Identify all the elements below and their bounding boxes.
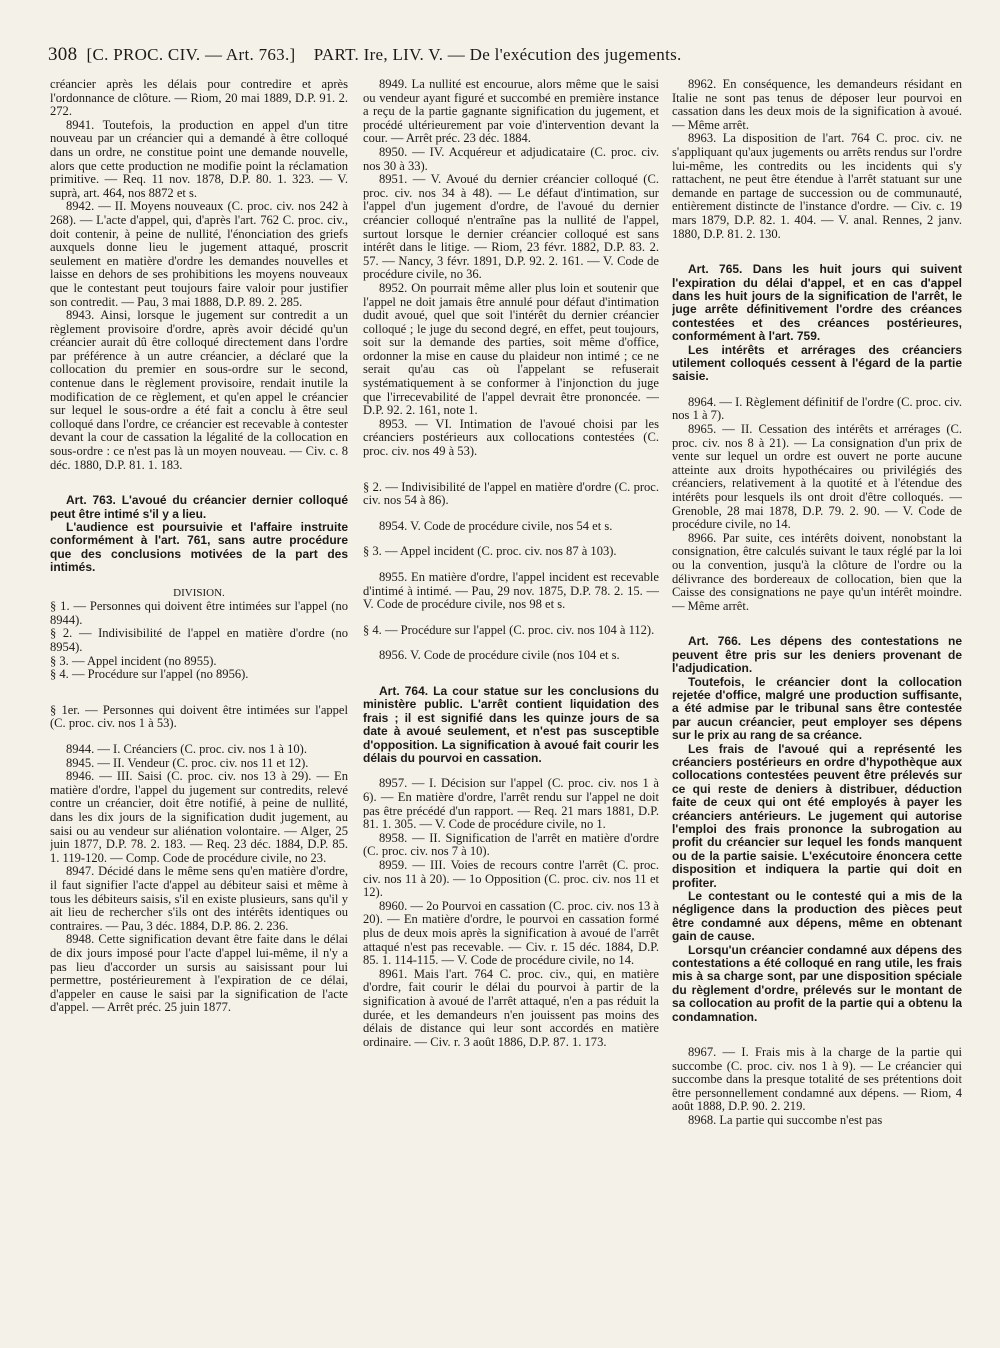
paragraph-8953: 8953. — VI. Intimation de l'avoué choisi par les créanciers postérieurs aux collocations contestées (C. proc. civ. nos 49 à 53).	[363, 416, 659, 459]
paragraph-8949: 8949. La nullité est encourue, alors même que le saisi ou vendeur ayant figuré et succombé en première instance a reçu de la partie gagnante signification du jugement, et procédé ultérieurement par voie d'intervention devant la cour. — Arrêt préc. 23 déc. 1884.	[363, 78, 659, 146]
paragraph-8966: 8966. Par suite, ces intérêts doivent, nonobstant la consignation, être calculés suivant le taux réglé par la loi ou la convention, jusqu'à la clôture de l'ordre ou la délivrance des bordereaux de collocation, bien que la Caisse des consignations ne paye qu'un intérêt moindre. — Même arrêt.	[672, 530, 962, 613]
paragraph-8945: 8945. — II. Vendeur (C. proc. civ. nos 11 et 12).	[66, 755, 309, 770]
paragraph-8947: 8947. Décidé dans le même sens qu'en matière d'ordre, il faut signifier l'acte d'appel au débiteur saisi et même à tous les débiteurs saisis, s'il en existe plusieurs, sans qu'il y ait lieu de rechercher s'ils ont des intérêts identiques ou contraires. — Pau, 3 déc. 1884, D.P. 86. 2. 236.	[50, 864, 348, 933]
page-number: 308	[48, 44, 78, 65]
paragraph-8965: 8965. — II. Cessation des intérêts et arrérages (C. proc. civ. nos 8 à 21). — La consignation d'un prix de vente sur lequel un ordre est ouvert ne porte aucune atteinte aux droits hypothécaires ou privilégiés des créanciers, relativement à la quotité et à l'étendue des intérêts pour lesquels ils ont droit d'être colloqués. — Grenoble, 28 mai 1878, D.P. 79. 2. 90. — V. Code de procédure civile, no 14.	[672, 421, 962, 532]
paragraph-8941: 8941. Toutefois, la production en appel d'un titre nouveau par un créancier qui a demandé à être colloqué dans un ordre, ne constitue point une demande nouvelle, alors que cette production ne modifie point la réclamation primitive. — Req. 11 nov. 1878, D.P. 80. 1. 323. — V. suprà, art. 464, nos 8872 et s.	[50, 117, 348, 200]
paragraph-8942: 8942. — II. Moyens nouveaux (C. proc. civ. nos 242 à 268). — L'acte d'appel, qui, d'après l'art. 762 C. proc. civ., doit contenir, à peine de nullité, l'énonciation des griefs auxquels donne lieu le jugement attaqué, proscrit seulement en matière d'ordre les demandes nouvelles et laisse en dehors de ses prohibitions les moyens nouveaux que le contestant peut toujours faire valoir pour justifier son contredit. — Pau, 3 mai 1888, D.P. 89. 2. 285.	[50, 199, 348, 309]
paragraph: créancier après les délais pour contredire et après l'ordonnance de clôture. — Riom, 20 mai 1889, D.P. 91. 2. 272.	[50, 78, 348, 119]
section-3-heading: § 3. — Appel incident (C. proc. civ. nos 87 à 103).	[363, 544, 617, 559]
paragraph-8964: 8964. — I. Règlement définitif de l'ordre (C. proc. civ. nos 1 à 7).	[672, 394, 962, 423]
paragraph-8956: 8956. V. Code de procédure civile (nos 104 et s.	[379, 648, 620, 663]
article-763-text: L'audience est poursuivie et l'affaire instruite conformément à l'art. 761, sans autre procédure que des conclusions motivées de la part des intimés.	[50, 520, 348, 575]
division-item-4: § 4. — Procédure sur l'appel (no 8956).	[50, 667, 249, 682]
paragraph-8963: 8963. La disposition de l'art. 764 C. proc. civ. ne s'appliquant qu'aux jugements ou arrêts rendus sur l'ordre lui-même, les contredits ou les incidents qui s'y rattachent, ne peut être étendue à l'arrêt statuant sur une demande en partage de succession ou de communauté, entièrement distincte de l'instance d'ordre. — Civ. c. 19 mars 1879, D.P. 82. 1. 404. — V. anal. Rennes, 2 janv. 1880, D.P. 81. 2. 130.	[672, 131, 962, 241]
column-middle	[363, 78, 659, 1334]
paragraph-8951: 8951. — V. Avoué du dernier créancier colloqué (C. proc. civ. nos 34 à 48). — Le défaut d'intimation, sur l'appel d'un jugement d'ordre, de l'avoué du dernier créancier colloqué n'entraîne pas la nullité de l'appel, surtout lorsque le dernier créancier colloqué est sans intérêt dans le litige. — Riom, 23 févr. 1882, D.P. 83. 2. 57. — Nancy, 3 févr. 1891, D.P. 92. 2. 161. — V. Code de procédure civile, no 36.	[363, 172, 659, 282]
paragraph-8948: 8948. Cette signification devant être faite dans le délai de dix jours imposé pour l'acte d'appel lui-même, il n'y a pas lieu d'accorder un sursis au saisissant pour lui permettre, postérieurement à l'expiration de ce délai, d'appeler en cause le saisi par la signification de l'acte d'appel. — Arrêt préc. 25 juin 1877.	[50, 932, 348, 1015]
article-765-text-2: Les intérêts et arrérages des créanciers utilement colloqués cessent à l'égard de la partie saisie.	[672, 342, 962, 384]
header-right: PART. Ire, LIV. V. — De l'exécution des jugements.	[313, 45, 682, 64]
paragraph-8968: 8968. La partie qui succombe n'est pas	[688, 1113, 883, 1128]
section-2-heading: § 2. — Indivisibilité de l'appel en matière d'ordre (C. proc. civ. nos 54 à 86).	[363, 479, 659, 508]
section-1-heading: § 1er. — Personnes qui doivent être intimées sur l'appel (C. proc. civ. nos 1 à 53).	[50, 702, 348, 731]
article-764-text: Art. 764. La cour statue sur les conclusions du ministère public. L'arrêt contient liquidation des frais ; il est signifié dans les quinze jours de sa date à avoué seulement, et n'est pas susceptible d'opposition. La signification à avoué fait courir les délais du pourvoi en cassation.	[363, 683, 659, 765]
column-right	[672, 78, 962, 1334]
section-4-heading: § 4. — Procédure sur l'appel (C. proc. civ. nos 104 à 112).	[363, 622, 655, 637]
division-heading: DIVISION.	[173, 586, 225, 599]
column-left	[50, 78, 348, 1334]
article-766-text-4: Le contestant ou le contesté qui a mis de la négligence dans la production des pièces peut être condamné aux dépens, même en obtenant gain de cause.	[672, 889, 962, 944]
paragraph-8959: 8959. — III. Voies de recours contre l'arrêt (C. proc. civ. nos 11 à 20). — 1o Opposition (C. proc. civ. nos 11 et 12).	[363, 857, 659, 900]
paragraph-8954: 8954. V. Code de procédure civile, nos 54 et s.	[379, 518, 613, 533]
paragraph-8946: 8946. — III. Saisi (C. proc. civ. nos 13 à 29). — En matière d'ordre, l'appel du jugement sur contredits, relevé contre un créancier, doit être notifié, à peine de nullité, dans les dix jours de la signification dudit jugement, au saisi ou au vendeur sur aliénation volontaire. — Alger, 25 juin 1877, D.P. 78. 2. 183. — Req. 23 déc. 1884, D.P. 85. 1. 119-120. — Comp. Code de procédure civile, no 23.	[50, 769, 348, 865]
paragraph-8944: 8944. — I. Créanciers (C. proc. civ. nos 1 à 10).	[66, 742, 308, 756]
paragraph-8952: 8952. On pourrait même aller plus loin et soutenir que l'appel ne doit jamais être annulé pour défaut d'intimation dudit avoué, quel que soit l'intérêt du dernier créancier colloqué ; le juge du second degré, en effet, peut toujours, soit sur la demande des parties, soit même d'office, ordonner la mise en cause du plaideur non intimé ; ce ne serait qu'au cas où l'appelant se refuserait systématiquement à se conformer à l'injonction du juge que l'irrecevabilité de l'appel devrait être prononcée. — D.P. 92. 2. 161, note 1.	[363, 280, 659, 418]
paragraph-8957: 8957. — I. Décision sur l'appel (C. proc. civ. nos 1 à 6). — En matière d'ordre, l'arrêt rendu sur l'appel ne doit pas être précédé d'un rapport. — Req. 21 mars 1881, D.P. 81. 1. 305. — V. Code de procédure civile, no 1.	[363, 776, 659, 832]
article-765-text: Art. 765. Dans les huit jours qui suivent l'expiration du délai d'appel, et en cas d'appel dans les huit jours de la signification de l'arrêt, le juge arrête définitivement l'ordre des créances contestées et des créances postérieures, conformément à l'art. 759.	[672, 262, 962, 344]
paragraph-8967: 8967. — I. Frais mis à la charge de la partie qui succombe (C. proc. civ. nos 1 à 9). — Le créancier qui succombe dans la presque totalité de ses prétentions doit être personnellement condamné aux dépens. — Riom, 4 août 1888, D.P. 90. 2. 219.	[672, 1045, 962, 1114]
paragraph-8950: 8950. — IV. Acquéreur et adjudicataire (C. proc. civ. nos 30 à 33).	[363, 144, 659, 173]
paragraph-8943: 8943. Ainsi, lorsque le jugement sur contredit a un règlement provisoire d'ordre, après avoir décidé qu'un créancier aurait dû être colloqué directement dans l'ordre par préférence à un autre créancier, a déclaré que la collocation du premier en sous-ordre sur le second, contenue dans le règlement provisoire, rendait inutile la modification de ce règlement, et qu'en appel le créancier sur lequel le sous-ordre a été fait a conclu à être seul colloqué dans l'ordre, ce créancier est recevable à contester devant la cour de cassation la légalité de la collocation en sous-ordre : ce n'est pas là un moyen nouveau. — Civ. c. 8 déc. 1880, D.P. 81. 1. 183.	[50, 308, 348, 472]
running-header	[48, 44, 960, 70]
paragraph-8960: 8960. — 2o Pourvoi en cassation (C. proc. civ. nos 13 à 20). — En matière d'ordre, le pourvoi en cassation formé plus de deux mois après la signification à avoué de l'arrêt attaqué n'est pas recevable. — Civ. r. 15 déc. 1884, D.P. 85. 1. 114-115. — V. Code de procédure civile, no 14.	[363, 898, 659, 968]
header-left: [C. PROC. CIV. — Art. 763.]	[86, 45, 296, 64]
article-766-text-5: Lorsqu'un créancier condamné aux dépens des contestations a été colloqué en rang utile, les frais mis à sa charge sont, par une disposition spéciale du règlement d'ordre, prélevés sur le montant de sa collocation au profit de la partie qui a obtenu la condamnation.	[672, 942, 962, 1024]
article-763-heading: Art. 763. L'avoué du créancier dernier colloqué peut être intimé s'il y a lieu.	[50, 493, 348, 521]
paragraph-8962: 8962. En conséquence, les demandeurs résidant en Italie ne sont pas tenus de déposer leur pourvoi en cassation dans les deux mois de la signification à avoué. — Même arrêt.	[672, 78, 962, 132]
article-766-text: Art. 766. Les dépens des contestations ne peuvent être pris sur les deniers provenant de l'adjudication.	[672, 634, 962, 676]
paragraph-8961: 8961. Mais l'art. 764 C. proc. civ., qui, en matière d'ordre, fait courir le délai du pourvoi à partir de la signification à avoué de l'arrêt attaqué, n'en a pas réduit la durée, et les demandeurs n'en jouissent pas moins des délais de distance qui leur sont accordés en matière ordinaire. — Civ. r. 3 août 1886, D.P. 87. 1. 173.	[363, 966, 659, 1049]
division-item-3: § 3. — Appel incident (no 8955).	[50, 653, 217, 668]
division-item-2: § 2. — Indivisibilité de l'appel en matière d'ordre (no 8954).	[50, 626, 348, 655]
article-766-text-3: Les frais de l'avoué qui a représenté les créanciers postérieurs en ordre d'hypothèque aux collocations contestées peuvent être prélevés sur ce qui reste de deniers à distribuer, déduction faite de ceux qui ont été employés à payer les créanciers antérieurs. Le jugement qui autorise l'emploi des frais prononce la subrogation au profit du créancier sur lequel les fonds manquent ou de la partie saisie. L'exécutoire énoncera cette disposition et indiquera la partie qui doit en profiter.	[672, 741, 962, 890]
paragraph-8955: 8955. En matière d'ordre, l'appel incident est recevable d'intimé à intimé. — Pau, 29 nov. 1875, D.P. 78. 2. 15. — V. Code de procédure civile, nos 98 et s.	[363, 570, 659, 612]
article-766-text-2: Toutefois, le créancier dont la collocation rejetée d'office, malgré une production suffisante, a été admise par le tribunal sans être contestée par aucun créancier, peut employer ses dépens sur le prix au rang de sa créance.	[672, 674, 962, 743]
paragraph-8958: 8958. — II. Signification de l'arrêt en matière d'ordre (C. proc. civ. nos 7 à 10).	[363, 830, 659, 859]
division-item-1: § 1. — Personnes qui doivent être intimées sur l'appel (no 8944).	[50, 599, 348, 627]
